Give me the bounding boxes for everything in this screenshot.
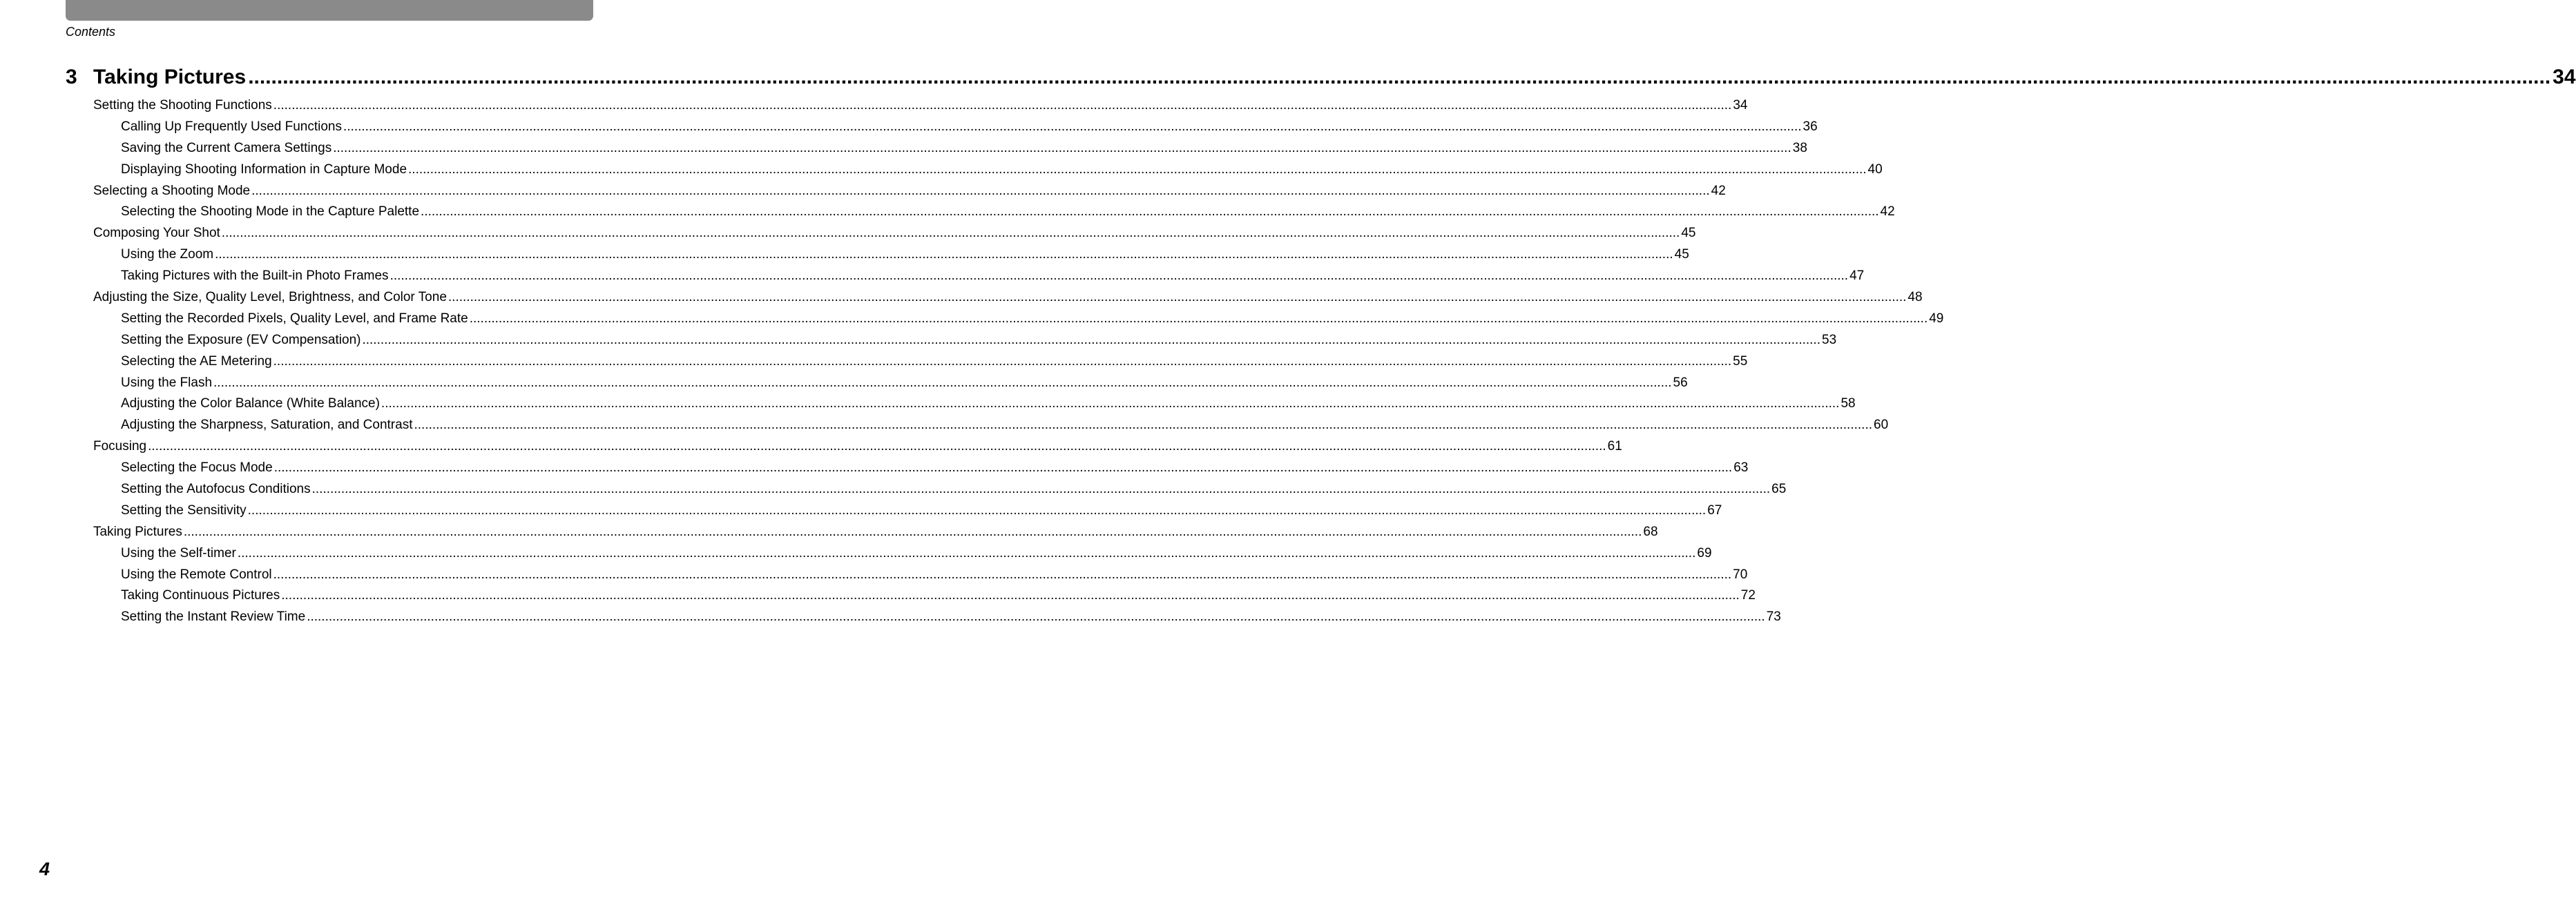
toc-entry-label: Using the Zoom bbox=[121, 247, 214, 262]
dot-leader: ................................................................................................................................................................................................................................................................................................................................................................................................................ bbox=[215, 247, 1673, 262]
toc-subentry[interactable] bbox=[93, 244, 1689, 266]
dot-leader: ................................................................................................................................................................................................................................................................................................................................................................................................................ bbox=[247, 503, 1707, 518]
toc-entry-page: 61 bbox=[1607, 439, 1622, 454]
toc-entry-label: Setting the Recorded Pixels, Quality Level, and Frame Rate bbox=[121, 311, 468, 326]
running-head: Contents bbox=[66, 25, 116, 39]
toc-entry[interactable] bbox=[93, 522, 1658, 543]
toc-list bbox=[93, 95, 1944, 628]
toc-entry-label: Setting the Instant Review Time bbox=[121, 609, 306, 625]
toc-entry-label: Saving the Current Camera Settings bbox=[121, 140, 332, 155]
toc-entry-label: Setting the Autofocus Conditions bbox=[121, 482, 311, 497]
toc-entry-page: 56 bbox=[1673, 375, 1688, 390]
toc-entry-label: Taking Pictures with the Built-in Photo Frames bbox=[121, 269, 389, 284]
toc-entry[interactable] bbox=[93, 181, 1726, 202]
toc-entry-label: Adjusting the Size, Quality Level, Brightness, and Color Tone bbox=[93, 290, 447, 305]
dot-leader: ................................................................................................................................................................................................................................................................................................................................................................................................................ bbox=[414, 418, 1873, 433]
chapter-number: 3 bbox=[66, 66, 77, 88]
toc-entry-page: 48 bbox=[1907, 290, 1923, 305]
dot-leader: ................................................................................................................................................................................................................................................................................................................................................................................................................ bbox=[333, 140, 1791, 155]
toc-entry-page: 60 bbox=[1874, 418, 1889, 433]
toc-subentry[interactable] bbox=[93, 543, 1712, 565]
dot-leader: ................................................................................................................................................................................................................................................................................................................................................................................................................ bbox=[448, 290, 1907, 305]
toc-entry-label: Setting the Shooting Functions bbox=[93, 98, 272, 113]
toc-entry-label: Setting the Sensitivity bbox=[121, 503, 247, 518]
dot-leader: ................................................................................................................................................................................................................................................................................................................................................................................................................ bbox=[237, 545, 1696, 560]
toc-entry-page: 53 bbox=[1822, 332, 1837, 347]
toc-entry-page: 73 bbox=[1766, 609, 1781, 625]
dot-leader: ................................................................................................................................................................................................................................................................................................................................................................................................................ bbox=[213, 375, 1672, 390]
page-number: 4 bbox=[39, 859, 50, 879]
toc-entry-page: 45 bbox=[1674, 247, 1689, 262]
toc-entry-label: Adjusting the Sharpness, Saturation, and Contrast bbox=[121, 418, 413, 433]
toc-entry-page: 47 bbox=[1849, 269, 1865, 284]
toc-entry-page: 69 bbox=[1697, 545, 1712, 560]
toc-entry-label: Using the Self-timer bbox=[121, 545, 236, 560]
toc-entry-label: Calling Up Frequently Used Functions bbox=[121, 119, 342, 134]
toc-entry-label: Using the Flash bbox=[121, 375, 213, 390]
chapter-title: Taking Pictures bbox=[93, 66, 247, 88]
toc-subentry[interactable] bbox=[93, 585, 1756, 607]
chapter-page: 34 bbox=[2553, 66, 2576, 88]
toc-entry-page: 40 bbox=[1867, 162, 1883, 177]
header-bar bbox=[66, 0, 593, 21]
toc-entry-label: Using the Remote Control bbox=[121, 567, 272, 582]
dot-leader: ................................................................................................................................................................................................................................................................................................................................................................................................................ bbox=[273, 567, 1732, 582]
toc-entry-page: 42 bbox=[1880, 204, 1895, 220]
toc-entry[interactable] bbox=[93, 287, 1923, 309]
toc-subentry[interactable] bbox=[93, 393, 1856, 415]
toc-entry-label: Displaying Shooting Information in Capture Mode bbox=[121, 162, 407, 177]
toc-entry-label: Selecting the AE Metering bbox=[121, 353, 272, 369]
toc-entry-label: Taking Continuous Pictures bbox=[121, 588, 280, 603]
toc-entry-page: 45 bbox=[1681, 226, 1696, 241]
dot-leader: ................................................................................................................................................................................................................................................................................................................................................................................................................ bbox=[183, 524, 1642, 539]
toc-entry-page: 38 bbox=[1792, 140, 1807, 155]
dot-leader: ................................................................................................................................................................................................................................................................................................................................................................................................................ bbox=[281, 588, 1740, 603]
toc-entry-label: Composing Your Shot bbox=[93, 226, 220, 241]
dot-leader: ................................................................................................................................................................................................................................................................................................................................................................................................................ bbox=[307, 609, 1765, 625]
dot-leader: ................................................................................................................................................................................................................................................................................................................................................................................................................ bbox=[343, 119, 1802, 134]
toc-entry-label: Adjusting the Color Balance (White Balance) bbox=[121, 396, 380, 411]
toc-entry-page: 65 bbox=[1771, 482, 1787, 497]
toc-entry[interactable] bbox=[93, 223, 1696, 244]
dot-leader: ................................................................................................................................................................................................................................................................................................................................................................................................................ bbox=[273, 98, 1732, 113]
dot-leader: ................................................................................................................................................................................................................................................................................................................................................................................................................ bbox=[390, 269, 1849, 284]
dot-leader: ................................................................................................................................................................................................................................................................................................................................................................................................................ bbox=[421, 204, 1879, 220]
toc-entry-page: 70 bbox=[1733, 567, 1748, 582]
toc-entry-page: 63 bbox=[1733, 460, 1749, 476]
dot-leader: ................................................................................................................................................................................................................................................................................................................................................................................................................ bbox=[251, 183, 1710, 198]
toc-entry-label: Taking Pictures bbox=[93, 524, 182, 539]
toc-subentry[interactable] bbox=[93, 138, 1807, 159]
dot-leader: ................................................................................................................................................................................................................................................................................................................................................................................................................ bbox=[381, 396, 1840, 411]
toc-entry-page: 42 bbox=[1711, 183, 1726, 198]
toc-entry-page: 36 bbox=[1803, 119, 1818, 134]
dot-leader: ................................................................................................................................................................................................................................................................................................................................................................................................................ bbox=[273, 460, 1733, 476]
toc-entry-label: Focusing bbox=[93, 439, 147, 454]
toc-entry-page: 67 bbox=[1707, 503, 1722, 518]
toc-subentry[interactable] bbox=[93, 330, 1837, 351]
toc-entry-page: 72 bbox=[1740, 588, 1756, 603]
toc-subentry[interactable] bbox=[93, 117, 1818, 138]
toc-subentry[interactable] bbox=[93, 373, 1688, 394]
toc-entry-page: 55 bbox=[1733, 353, 1748, 369]
toc-entry[interactable] bbox=[93, 95, 1748, 117]
toc-entry-label: Selecting the Focus Mode bbox=[121, 460, 273, 476]
toc-entry-page: 58 bbox=[1840, 396, 1856, 411]
toc-entry-label: Selecting the Shooting Mode in the Capture Palette bbox=[121, 204, 420, 220]
toc-subentry[interactable] bbox=[93, 565, 1748, 586]
dot-leader: ................................................................................................................................................................................................................................................................................................................................................................................................................ bbox=[469, 311, 1928, 326]
toc-entry-label: Selecting a Shooting Mode bbox=[93, 183, 251, 198]
toc-subentry[interactable] bbox=[93, 309, 1944, 330]
toc-subentry[interactable] bbox=[93, 479, 1787, 500]
toc-entry-page: 68 bbox=[1643, 524, 1658, 539]
dot-leader: ................................................................................................................................................................................................................................................................................................................................................................................................................ bbox=[408, 162, 1867, 177]
toc-subentry[interactable] bbox=[93, 202, 1895, 223]
dot-leader: ................................................................................................................................................................................................................................................................................................................................................................................................................ bbox=[148, 439, 1606, 454]
toc-entry-label: Setting the Exposure (EV Compensation) bbox=[121, 332, 361, 347]
toc-subentry[interactable] bbox=[93, 351, 1748, 373]
dot-leader: ................................................................................................................................................................................................................................................................................................................................................................................................................ bbox=[273, 353, 1732, 369]
toc-subentry[interactable] bbox=[93, 458, 1749, 479]
dot-leader: ................................................................................................................................................................................................................................................................................................................................................................................................................ bbox=[248, 66, 2551, 88]
toc-entry[interactable] bbox=[93, 436, 1622, 458]
dot-leader: ................................................................................................................................................................................................................................................................................................................................................................................................................ bbox=[221, 226, 1680, 241]
chapter-heading[interactable] bbox=[66, 64, 2576, 90]
dot-leader: ................................................................................................................................................................................................................................................................................................................................................................................................................ bbox=[311, 482, 1771, 497]
toc-entry-page: 34 bbox=[1733, 98, 1748, 113]
toc-entry-page: 49 bbox=[1929, 311, 1944, 326]
toc-subentry[interactable] bbox=[93, 607, 1781, 628]
dot-leader: ................................................................................................................................................................................................................................................................................................................................................................................................................ bbox=[362, 332, 1820, 347]
toc-subentry[interactable] bbox=[93, 266, 1865, 287]
toc-subentry[interactable] bbox=[93, 159, 1883, 181]
toc-subentry[interactable] bbox=[93, 415, 1889, 436]
toc-subentry[interactable] bbox=[93, 500, 1722, 522]
